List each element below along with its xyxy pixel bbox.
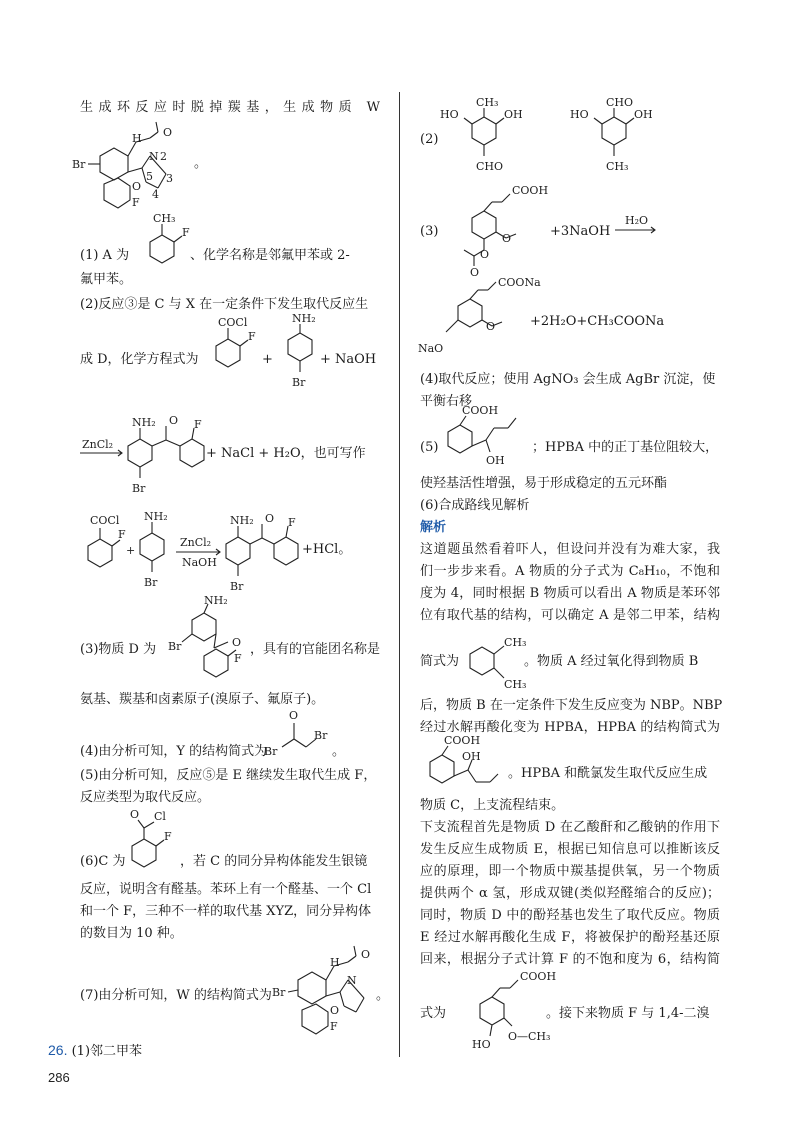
para2-line1: 后，物质 B 在一定条件下发生反应变为 NBP。NBP <box>420 698 723 713</box>
answer-2-line2: 成 D，化学方程式为 <box>80 352 199 367</box>
zncl2-cond: ZnCl₂ <box>82 438 114 451</box>
r3-o3: O <box>470 266 480 279</box>
d-nh2: NH₂ <box>204 594 228 607</box>
f-ho: HO <box>472 1038 491 1051</box>
answer-4-period: 。 <box>332 744 346 759</box>
para1-line3: 度为 4，同时根据 B 物质可以看出 A 物质是苯环邻 <box>420 586 720 601</box>
hpba2-oh: OH <box>462 750 481 763</box>
answer-1-text: 、化学名称是邻氟甲苯或 2- <box>190 248 350 263</box>
structure-y <box>264 705 333 760</box>
c-cocl: COCl <box>218 316 248 329</box>
r2a-oh: OH <box>504 108 523 121</box>
page-number: 286 <box>48 1070 70 1085</box>
r3p-coona: COONa <box>498 276 541 289</box>
para3-line2: 发生反应生成物质 E，根据已知信息可以推断该反 <box>420 842 720 857</box>
f-och3: O—CH₃ <box>508 1030 551 1043</box>
d-o: O <box>232 636 242 649</box>
w-h: H <box>132 132 142 145</box>
f-cooh: COOH <box>520 970 557 983</box>
e2-naoh: NaOH <box>182 556 217 569</box>
structure-d <box>152 594 252 693</box>
r-answer-5: (5) <box>420 440 439 455</box>
answer-6-line2: 反应，说明含有醛基。苯环上有一个醛基、一个 Cl <box>80 882 372 897</box>
answer-7-period: 。 <box>376 988 390 1003</box>
c-f2: F <box>164 830 172 843</box>
analysis-heading: 解析 <box>420 520 447 535</box>
answer-5-line2: 反应类型为取代反应。 <box>80 790 211 805</box>
hpba-cooh: COOH <box>462 404 499 417</box>
r3-o1: O <box>502 232 512 245</box>
para3-end-text: 。接下来物质 F 与 1,4-二溴 <box>546 1006 710 1021</box>
e2-p-nh2: NH₂ <box>230 514 254 527</box>
para3-line6: E 经过水解再酸化生成 F，将被保护的酚羟基还原 <box>420 930 720 945</box>
e2-nh2: NH₂ <box>144 510 168 523</box>
equation-1-byproducts: + NaCl + H₂O，也可写作 <box>206 446 366 461</box>
r-answer-3: (3) <box>420 224 439 239</box>
w7-f: F <box>330 1020 338 1033</box>
w-o2: O <box>132 180 142 193</box>
c-f: F <box>248 330 256 343</box>
c-o: O <box>130 808 140 821</box>
w7-o: O <box>361 948 371 961</box>
para3-line4: 提供两个 α 氢，形成双键(类似羟醛缩合的反应)； <box>420 886 720 901</box>
structure-w-small <box>72 118 193 209</box>
r3p-o: O <box>486 320 496 333</box>
p1-f: F <box>194 418 202 431</box>
ox-ch3a: CH₃ <box>504 636 527 649</box>
x-nh2: NH₂ <box>292 312 316 325</box>
column-divider <box>399 92 400 1057</box>
question-26-answer: (1)邻二甲苯 <box>71 1044 143 1059</box>
hpba-oh: OH <box>486 454 505 467</box>
r3p-nao: NaO <box>418 342 444 355</box>
r2a-cho: CHO <box>476 160 504 173</box>
y-o: O <box>289 709 299 722</box>
answer-4: (4)由分析可知，Y 的结构简式为 <box>80 744 268 759</box>
structure-a <box>138 212 198 272</box>
para3-line1: 下支流程首先是物质 D 在乙酸酐和乙酸钠的作用下 <box>420 820 720 835</box>
answer-3-prefix: (3)物质 D 为 <box>80 642 157 657</box>
r2a-ch3: CH₃ <box>476 96 499 109</box>
equation-2-hcl: +HCl。 <box>302 542 352 557</box>
answer-7: (7)由分析可知，W 的结构简式为 <box>80 988 272 1003</box>
text-w-intro: 生成环反应时脱掉羰基，生成物质 W <box>80 100 380 115</box>
w7-n: N <box>347 974 357 987</box>
r-answer-5-line2: 使羟基活性增强，易于形成稳定的五元环酯 <box>420 476 668 491</box>
para2-last: 物质 C，上支流程结束。 <box>420 798 565 813</box>
e2-plus: + <box>126 544 136 557</box>
structure-f <box>450 968 560 1056</box>
r-answer-4-line1: (4)取代反应；使用 AgNO₃ 会生成 AgBr 沉淀，使 <box>420 372 716 387</box>
r-answer-4-line2: 平衡右移 <box>420 394 473 409</box>
hpba2-cooh: COOH <box>444 734 481 747</box>
plus-sign: + <box>262 352 273 367</box>
para3-line7: 回来，根据分子式计算 F 的不饱和度为 6，结构简 <box>420 952 720 967</box>
e2-p-f: F <box>288 516 296 529</box>
a-ch3: CH₃ <box>153 212 176 225</box>
naoh-reagent: + NaOH <box>320 352 377 367</box>
p1-br: Br <box>132 482 146 495</box>
r3-products: +2H₂O+CH₃COONa <box>530 314 665 329</box>
answer-2-line1: (2)反应③是 C 与 X 在一定条件下发生取代反应生 <box>80 297 369 312</box>
w-4: 4 <box>152 188 159 201</box>
para1-line2: 们一步步来看。A 物质的分子式为 C₈H₁₀，不饱和 <box>420 564 720 579</box>
answer-6-text: ，若 C 的同分异构体能发生银镜 <box>180 854 368 869</box>
r3-naoh: +3NaOH <box>550 224 611 239</box>
r3-cooh: COOH <box>512 184 549 197</box>
r2b-ho: HO <box>570 108 589 121</box>
r3-h2o: H₂O <box>625 214 649 227</box>
w7-o2: O <box>330 1004 340 1017</box>
r-answer-2: (2) <box>420 132 439 147</box>
structure-hpba <box>438 406 538 471</box>
r2b-cho: CHO <box>606 96 634 109</box>
e2-br: Br <box>144 576 158 589</box>
w-n: N <box>149 150 159 163</box>
para3-line3: 应的原理，即一个物质中羰基提供氧，另一个物质 <box>420 864 720 879</box>
e2-cocl: COCl <box>90 514 120 527</box>
w-br: Br <box>72 158 86 171</box>
w-o: O <box>163 126 173 139</box>
p1-nh2: NH₂ <box>132 416 156 429</box>
answer-5-line1: (5)由分析可知，反应⑤是 E 继续发生取代生成 F， <box>80 768 377 783</box>
answer-6-prefix: (6)C 为 <box>80 854 126 869</box>
e2-p-o: O <box>265 512 275 525</box>
x-br: Br <box>292 376 306 389</box>
answer-6-line4: 的数目为 10 种。 <box>80 926 183 941</box>
e2-zncl2: ZnCl₂ <box>180 536 212 549</box>
w7-h: H <box>330 956 340 969</box>
para1-line1: 这道题虽然看着吓人，但设问并没有为难大家，我 <box>420 542 720 557</box>
r3-reactant <box>434 184 554 279</box>
question-26 <box>48 1040 142 1062</box>
structure-o-xylene <box>460 624 530 694</box>
a-f: F <box>182 226 190 239</box>
r-structures-2 <box>440 94 700 184</box>
r-answer-6: (6)合成路线见解析 <box>420 498 530 513</box>
r2b-oh: OH <box>634 108 653 121</box>
para3-line5: 同时，物质 D 中的酚羟基也发生了取代反应。物质 <box>420 908 720 923</box>
d-br: Br <box>168 640 182 653</box>
answer-6-line3: 和一个 F，三种不一样的取代基 XYZ，同分异构体 <box>80 904 372 919</box>
r2a-ho: HO <box>440 108 459 121</box>
w-5: 5 <box>146 170 153 183</box>
para1-end-text: 。物质 A 经过氧化得到物质 B <box>524 654 699 669</box>
y-br1: Br <box>264 745 278 758</box>
para2-end: 。HPBA 和酰氯发生取代反应生成 <box>508 766 708 781</box>
c-cl: Cl <box>154 810 166 823</box>
w-f: F <box>132 196 140 209</box>
answer-3-line2: 氨基、羰基和卤素原子(溴原子、氟原子)。 <box>80 692 325 707</box>
ox-ch3b: CH₃ <box>504 678 527 691</box>
question-26-number: 26. <box>48 1042 68 1058</box>
para1-line4: 位有取代基的结构，可以确定 A 是邻二甲苯，结构 <box>420 608 720 623</box>
r2b-ch3: CH₃ <box>606 160 629 173</box>
structure-hpba-2 <box>420 734 520 798</box>
e2-f: F <box>118 528 126 541</box>
structure-w-large <box>272 944 386 1034</box>
e2-p-br: Br <box>230 580 244 593</box>
para2-line2: 经过水解再酸化变为 HPBA，HPBA 的结构简式为 <box>420 720 720 735</box>
para1-end-prefix: 简式为 <box>420 654 460 669</box>
d-f: F <box>234 652 242 665</box>
w-period: 。 <box>194 156 208 171</box>
p1-o: O <box>169 414 179 427</box>
r-answer-5-text: ；HPBA 中的正丁基位阻较大， <box>532 440 719 455</box>
r3-o2: O <box>480 248 490 261</box>
w-2: 2 <box>160 150 167 163</box>
para3-end-prefix: 式为 <box>420 1006 447 1021</box>
answer-1-prefix: (1) A 为 <box>80 248 130 263</box>
r3-product <box>420 272 540 362</box>
y-br2: Br <box>314 729 328 742</box>
w-3: 3 <box>166 172 173 185</box>
w7-br: Br <box>272 986 286 999</box>
r3-arrow <box>615 212 665 242</box>
answer-1-line2: 氟甲苯。 <box>80 272 133 287</box>
answer-3-text: ，具有的官能团名称是 <box>250 642 381 657</box>
